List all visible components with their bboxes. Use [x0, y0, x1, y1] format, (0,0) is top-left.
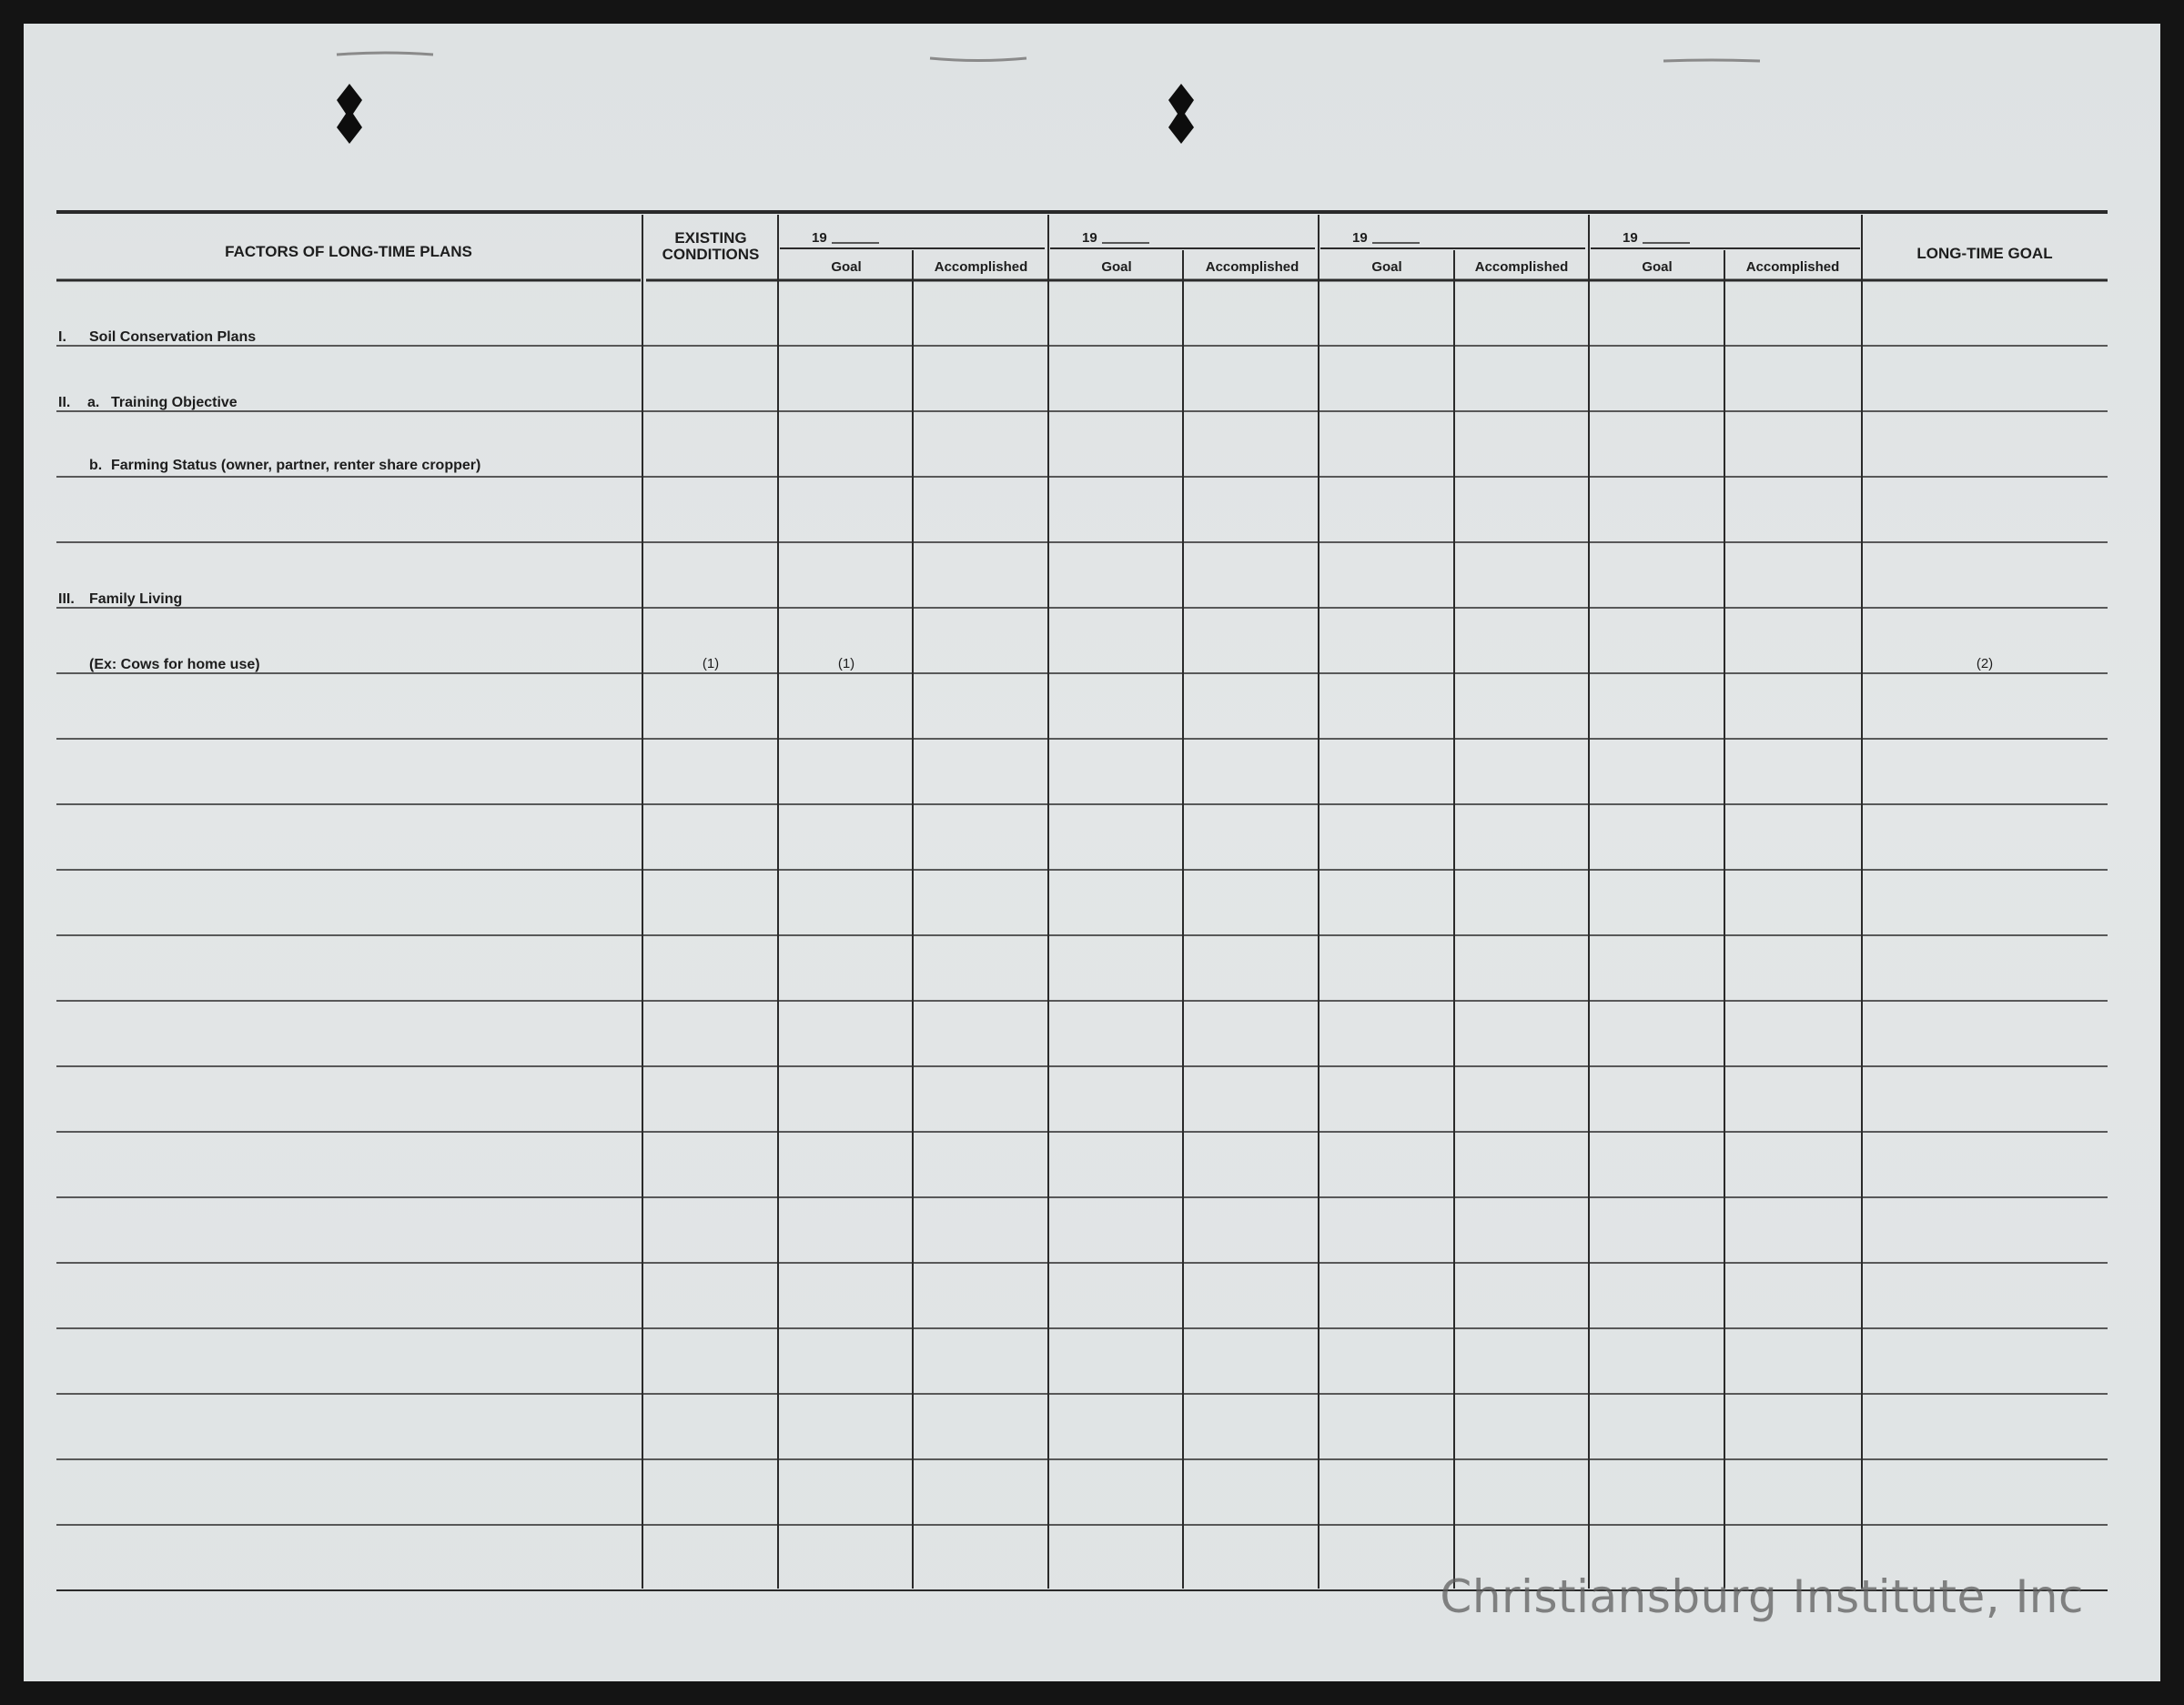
- note-goal: (1): [837, 656, 855, 671]
- row-training-number: II.: [58, 395, 71, 410]
- plan-table: [24, 24, 2160, 1681]
- note-long-time-goal: (2): [1976, 656, 1994, 671]
- accomplished-label-2: Accomplished: [1205, 259, 1299, 275]
- accomplished-label-4: Accomplished: [1745, 259, 1840, 275]
- row-farming-letter: b.: [89, 458, 103, 473]
- form-sheet: [24, 24, 2160, 1681]
- year-label-2: 19: [1082, 230, 1097, 246]
- row-training-letter: a.: [87, 395, 100, 410]
- note-existing: (1): [702, 656, 720, 671]
- row-example-cows: (Ex: Cows for home use): [89, 657, 260, 672]
- goal-label-3: Goal: [1371, 259, 1402, 275]
- year-label-4: 19: [1623, 230, 1638, 246]
- year-label-3: 19: [1352, 230, 1368, 246]
- row-soil-conservation-plans: Soil Conservation Plans: [89, 329, 257, 345]
- row-soil-number: I.: [58, 329, 66, 345]
- goal-label-1: Goal: [831, 259, 862, 275]
- watermark: Christiansburg Institute, Inc: [1440, 1570, 2084, 1623]
- row-family-living: Family Living: [89, 591, 183, 607]
- row-training-objective: Training Objective: [111, 395, 238, 410]
- row-farming-status: Farming Status (owner, partner, renter share cropper): [111, 458, 481, 473]
- year-label-1: 19: [812, 230, 827, 246]
- goal-label-2: Goal: [1101, 259, 1132, 275]
- goal-label-4: Goal: [1642, 259, 1673, 275]
- header-factors: FACTORS OF LONG-TIME PLANS: [225, 243, 472, 260]
- accomplished-label-3: Accomplished: [1474, 259, 1569, 275]
- header-existing-line1: EXISTING: [674, 229, 747, 247]
- header-existing-line2: CONDITIONS: [662, 246, 760, 263]
- header-long-time-goal: LONG-TIME GOAL: [1916, 245, 2053, 262]
- accomplished-label-1: Accomplished: [934, 259, 1028, 275]
- row-family-number: III.: [58, 591, 75, 607]
